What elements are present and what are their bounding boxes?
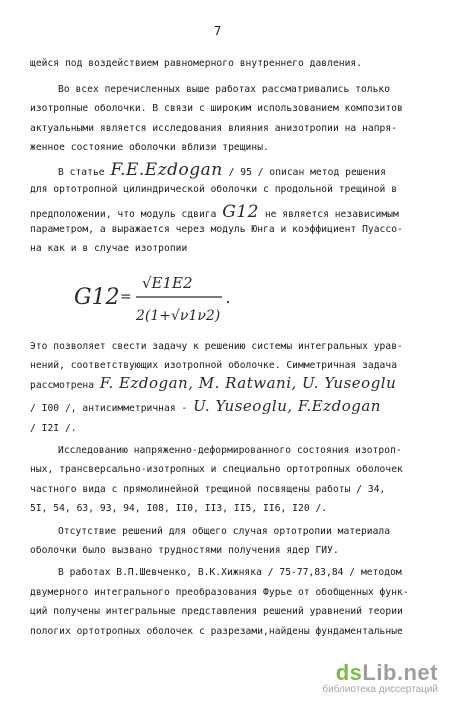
text-fragment: / 95 / описан метод решения <box>228 167 386 178</box>
watermark-subtitle: библиотека диссертаций <box>322 684 438 695</box>
text-fragment: не является независимым <box>264 209 399 220</box>
text-line: ций получены интегральные представления решений уравнений теории <box>30 606 403 617</box>
text-line: двумерного интегрального преобразования Фурье от обобщенных функ- <box>30 587 409 598</box>
text-line: 5I, 54, 63, 93, 94, I08, II0, II3, II5, II6, I20 /. <box>30 503 328 514</box>
text-line <box>30 202 399 222</box>
handwritten-authors: U. Yuseoglu, F.Ezdogan <box>193 397 381 415</box>
text-line: нений, соответствующих изотропной оболочке. Симметричная задача <box>30 360 398 371</box>
text-fragment: В статье <box>58 167 105 178</box>
text-fragment: предположении, что модуль сдвига <box>30 209 217 220</box>
text-line: частного вида с прямолинейной трещиной посвящены работы / 34, <box>30 484 386 495</box>
text-line: Это позволяет свести задачу к решению системы интегральных урав- <box>30 341 403 352</box>
handwritten-symbol: G12 <box>222 202 259 222</box>
text-line: женное состояние оболочки вблизи трещины. <box>30 142 269 153</box>
handwritten-author: F.E.Ezdogan <box>110 160 223 180</box>
text-fragment: / I00 /, антисимметричная - <box>30 403 188 414</box>
formula-period <box>227 301 229 303</box>
text-line: актуальными является исследования влияния анизотропии на напря- <box>30 123 398 134</box>
watermark-logo <box>322 660 438 686</box>
text-line: параметром, а выражается через модуль Юнга и коэффициент Пуассо- <box>30 224 403 235</box>
text-line: Во всех перечисленных выше работах рассматривались только <box>58 84 391 95</box>
text-line: Исследованию напряженно-деформированного состояния изотроп- <box>58 445 402 456</box>
text-line: на как и в случае изотропии <box>30 243 188 254</box>
text-line: для ортотропной цилиндрической оболочки с продольной трещиной в <box>30 184 398 195</box>
watermark-brand-rest: Lib.net <box>362 660 438 685</box>
formula-equals: = <box>120 289 132 305</box>
handwritten-formula <box>70 268 250 328</box>
handwritten-authors: F. Ezdogan, M. Ratwani, U. Yuseoglu <box>99 374 397 392</box>
text-line: ных, трансверсально-изотропных и специально ортотропных оболочек <box>30 464 403 475</box>
formula-numerator: √E1E2 <box>142 274 193 292</box>
text-line: Отсутствие решений для общего случая ортотропии материала <box>58 526 391 537</box>
formula-lhs: G12 <box>74 285 120 310</box>
formula-denominator: 2(1+√ν1ν2) <box>136 308 221 324</box>
watermark <box>322 660 438 695</box>
text-line <box>58 160 386 180</box>
text-line: В работах В.П.Шевченко, В.К.Хижняка / 75-77,83,84 / методом <box>58 567 402 578</box>
watermark-brand-ds: ds <box>335 660 363 685</box>
text-line <box>30 374 396 392</box>
text-line: щейся под воздействием равномерного внутреннего давления. <box>30 58 363 69</box>
text-line <box>30 397 381 415</box>
text-line: пологих ортотропных оболочек с разрезами,найдены фундаментальные <box>30 626 403 637</box>
page-number: 7 <box>214 24 222 38</box>
text-line: оболочки было вызвано трудностями получения ядер ГИУ. <box>30 545 339 556</box>
text-fragment: рассмотрена <box>30 380 95 391</box>
text-line: / I2I /. <box>30 423 77 434</box>
text-line: изотропные оболочки. В связи с широким использованием композитов <box>30 103 403 114</box>
